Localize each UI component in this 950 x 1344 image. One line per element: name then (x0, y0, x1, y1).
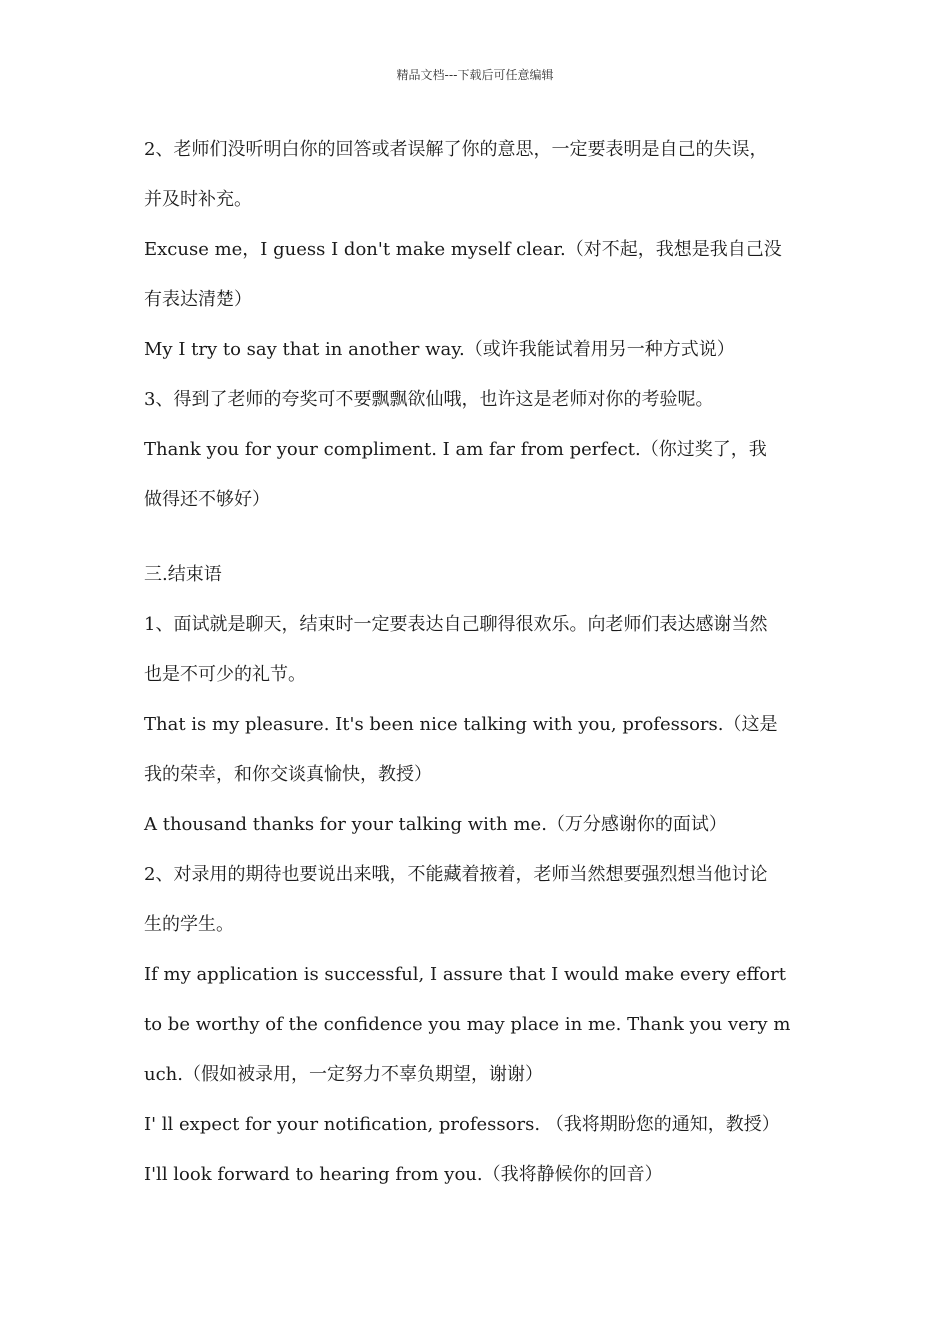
text-line: 1、面试就是聊天，结束时一定要表达自己聊得很欢乐。向老师们表达感谢当然 (144, 614, 768, 635)
text-line: Thank you for your compliment. I am far from perfect.（你过奖了，我 (144, 439, 767, 460)
text-line: 有表达清楚） (144, 289, 252, 310)
text-line: 2、对录用的期待也要说出来哦，不能藏着掖着，老师当然想要强烈想当他讨论 (144, 864, 768, 885)
text-line: 2、老师们没听明白你的回答或者误解了你的意思，一定要表明是自己的失误， (144, 139, 768, 160)
text-line: 做得还不够好） (144, 489, 270, 510)
section-heading: 三.结束语 (144, 564, 222, 585)
document-body (144, 125, 812, 1200)
text-line: My I try to say that in another way.（或许我能试着用另一种方式说） (144, 339, 735, 360)
blank-line (144, 525, 812, 550)
text-line: I'll look forward to hearing from you.（我将静候你的回音） (144, 1164, 663, 1185)
text-line: Excuse me，I guess I don't make myself clear.（对不起，我想是我自己没 (144, 239, 782, 260)
page-header: 精品文档---下载后可任意编辑 (396, 68, 554, 82)
text-line: 并及时补充。 (144, 189, 252, 210)
text-line: 我的荣幸，和你交谈真愉快，教授） (144, 764, 432, 785)
text-line: uch.（假如被录用，一定努力不辜负期望，谢谢） (144, 1064, 543, 1085)
text-line: 3、得到了老师的夸奖可不要飘飘欲仙哦，也许这是老师对你的考验呢。 (144, 389, 714, 410)
text-line: A thousand thanks for your talking with me.（万分感谢你的面试） (144, 814, 727, 835)
text-line: That is my pleasure. It's been nice talking with you, professors.（这是 (144, 714, 778, 735)
text-line: 也是不可少的礼节。 (144, 664, 306, 685)
text-line: I' ll expect for your notification, professors. （我将期盼您的通知，教授） (144, 1114, 780, 1135)
text-line: to be worthy of the confidence you may place in me. Thank you very m (144, 1014, 791, 1035)
text-line: 生的学生。 (144, 914, 234, 935)
text-line: If my application is successful, I assure that I would make every effort (144, 964, 786, 985)
